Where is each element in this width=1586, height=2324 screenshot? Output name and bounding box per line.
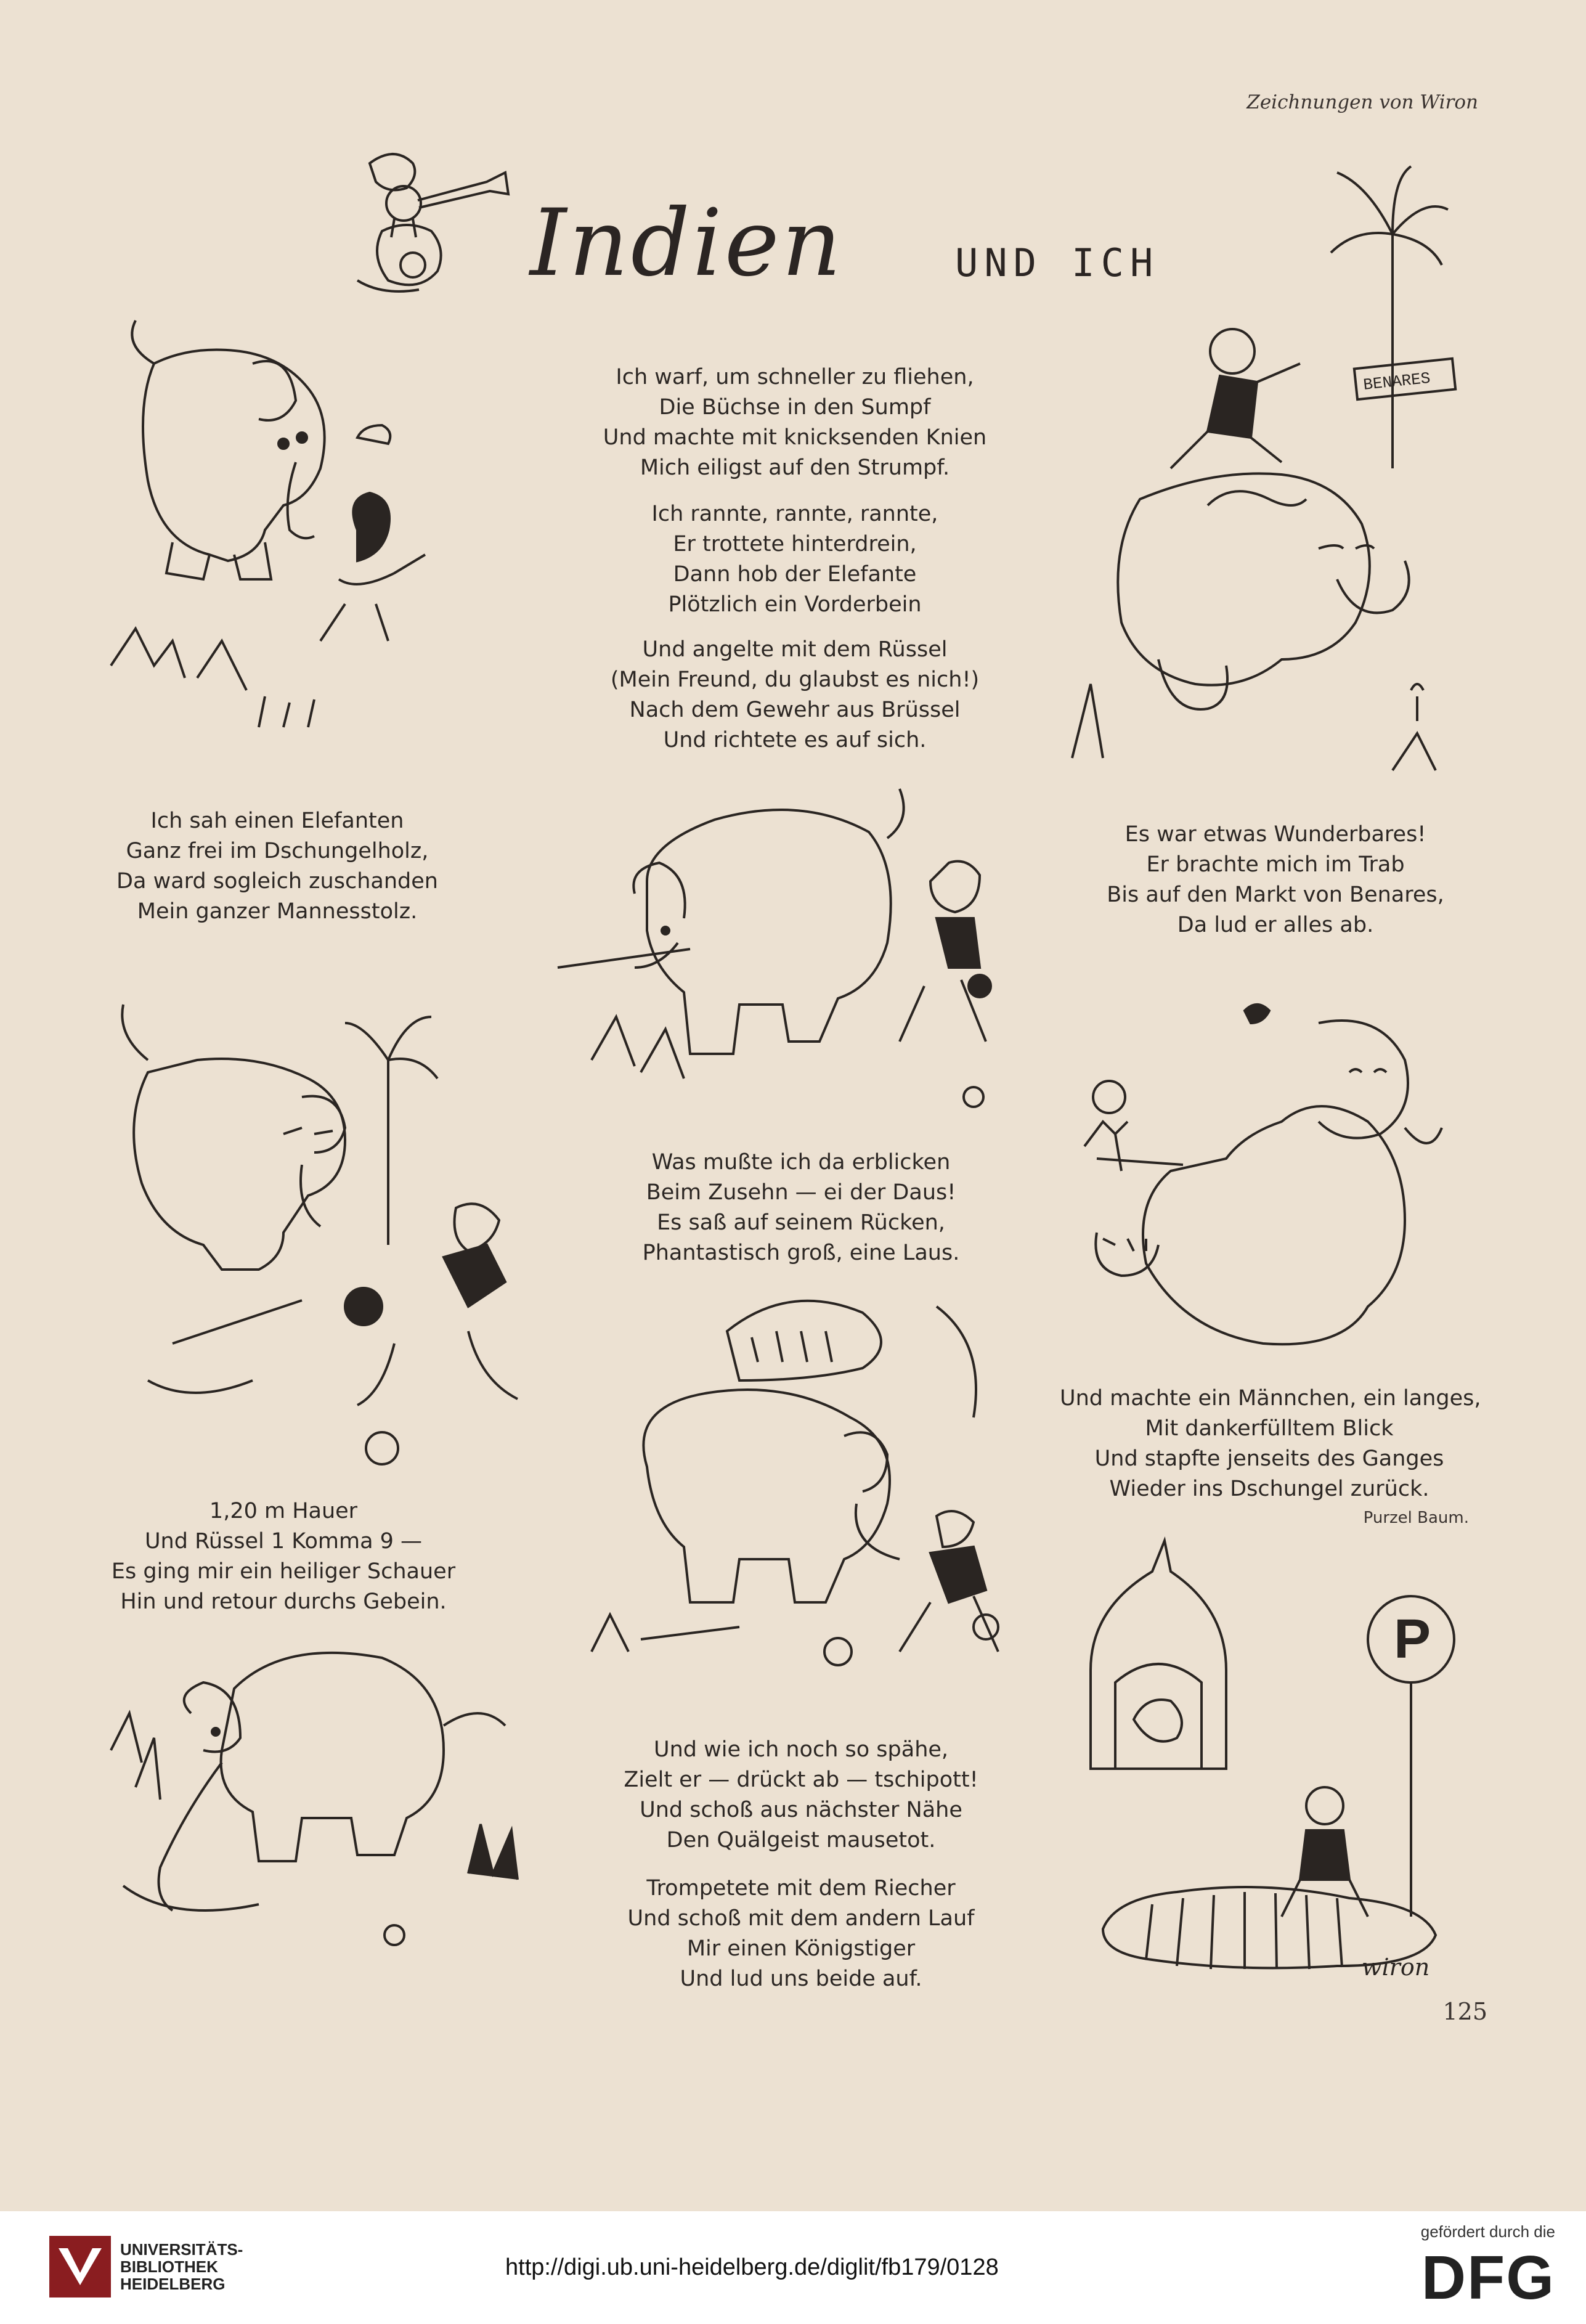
- library-name-line: UNIVERSITÄTS-: [120, 2240, 243, 2259]
- footer-bar: [0, 2211, 1586, 2324]
- library-name-line: HEIDELBERG: [120, 2275, 226, 2293]
- stanza-line: Trompetete mit dem Riecher: [646, 1876, 956, 1901]
- stanza-line: Und stapfte jenseits des Ganges: [1094, 1446, 1444, 1471]
- temple-parking-drawing: [1078, 1535, 1485, 1991]
- elephant-tiger-back-drawing: [555, 1282, 1035, 1701]
- stanza-line: Es ging mir ein heiliger Schauer: [111, 1559, 456, 1584]
- stanza-line: Was mußte ich da erblicken: [651, 1150, 951, 1175]
- stanza-line: Er trottete hinterdrein,: [673, 532, 917, 557]
- signature-text: wiron: [1362, 1954, 1430, 1981]
- stanza-line: Beim Zusehn — ei der Daus!: [646, 1180, 956, 1205]
- stanza-line: Wieder ins Dschungel zurück.: [1109, 1477, 1429, 1501]
- stanza-line: Zielt er — drückt ab — tschipott!: [624, 1767, 978, 1792]
- illustrator-credit: Zeichnungen von Wiron: [1246, 91, 1478, 113]
- stanza-line: Er brachte mich im Trab: [1146, 852, 1405, 877]
- stanza-line: Phantastisch groß, eine Laus.: [642, 1241, 960, 1265]
- stanza-line: Ich warf, um schneller zu fliehen,: [616, 365, 974, 389]
- stanza-line: Mich eiligst auf den Strumpf.: [640, 455, 950, 480]
- stanza-line: Bis auf den Markt von Benares,: [1107, 883, 1444, 907]
- stanza-line: Und Rüssel 1 Komma 9 —: [144, 1529, 423, 1554]
- stanza-1: [542, 362, 1047, 483]
- stanza-6: [555, 1148, 1047, 1268]
- stanza-line: Und schoß mit dem andern Lauf: [627, 1906, 975, 1931]
- title-main: Indien: [530, 190, 844, 297]
- parking-sign-letter: P: [1394, 1608, 1431, 1670]
- stanza-line: Die Büchse in den Sumpf: [659, 395, 931, 420]
- stanza-line: Und schoß aus nächster Nähe: [640, 1798, 962, 1822]
- stanza-line: Und richtete es auf sich.: [663, 728, 927, 752]
- stanza-line: Den Quälgeist mausetot.: [666, 1828, 936, 1853]
- author-name: Purzel Baum.: [1363, 1509, 1469, 1527]
- stanza-line: Es war etwas Wunderbares!: [1124, 822, 1426, 847]
- rider-elephant-drawing: [1047, 314, 1466, 783]
- stanza-4: [92, 806, 462, 927]
- stanza-line: Mir einen Königstiger: [686, 1936, 916, 1961]
- stanza-5: [1097, 820, 1454, 940]
- stanza-line: Hin und retour durchs Gebein.: [120, 1589, 447, 1614]
- page-number: 125: [1442, 1998, 1487, 2025]
- library-name-line: BIBLIOTHEK: [120, 2257, 218, 2276]
- stanza-9: [555, 1735, 1047, 1856]
- elephant-rifle-drawing: [555, 783, 1023, 1128]
- library-name: [120, 2241, 243, 2293]
- stanza-line: Dann hob der Elefante: [673, 562, 917, 587]
- stanza-2: [542, 499, 1047, 620]
- stanza-line: Plötzlich ein Vorderbein: [668, 592, 922, 617]
- elephant-hunter-drawing: [99, 296, 542, 740]
- stanza-line: Da ward sogleich zuschanden: [116, 869, 438, 894]
- elephant-pond-drawing: [99, 1639, 542, 1984]
- dfg-logo: DFG: [1421, 2243, 1555, 2312]
- stanza-line: Und machte ein Männchen, ein langes,: [1060, 1386, 1481, 1411]
- stanza-line: (Mein Freund, du glaubst es nich!): [610, 667, 980, 692]
- title-sub: UND ICH: [955, 240, 1160, 285]
- stanza-line: 1,20 m Hauer: [209, 1499, 358, 1523]
- university-library-logo-icon: [49, 2236, 111, 2297]
- stanza-line: Und wie ich noch so spähe,: [653, 1737, 949, 1762]
- stanza-line: Und angelte mit dem Rüssel: [642, 637, 948, 662]
- stanza-line: Mein ganzer Mannesstolz.: [137, 899, 418, 924]
- stanza-line: Und lud uns beide auf.: [680, 1967, 922, 1991]
- poem-title: [530, 190, 1220, 314]
- stanza-7: [1060, 1384, 1479, 1504]
- benares-sign-text: BENARES: [1362, 369, 1431, 395]
- stanza-line: Da lud er alles ab.: [1177, 913, 1374, 937]
- stanza-line: Ganz frei im Dschungelholz,: [126, 839, 429, 863]
- stanza-line: Ich rannte, rannte, rannte,: [651, 502, 938, 526]
- stanza-line: Und machte mit knicksenden Knien: [603, 425, 987, 450]
- stanza-line: Ich sah einen Elefanten: [150, 809, 404, 833]
- funding-label: gefördert durch die: [1420, 2222, 1555, 2241]
- stanza-line: Mit dankerfülltem Blick: [1145, 1416, 1394, 1441]
- permalink[interactable]: http://digi.ub.uni-heidelberg.de/diglit/fb179/0128: [505, 2254, 999, 2280]
- trumpeter-drawing: [345, 139, 542, 299]
- stanza-line: Es saß auf seinem Rücken,: [657, 1210, 945, 1235]
- stanza-line: Nach dem Gewehr aus Brüssel: [629, 698, 961, 722]
- elephant-tiger-toss-drawing: [1060, 986, 1479, 1368]
- stanza-8: [92, 1496, 474, 1617]
- elephant-angry-drawing: [99, 998, 542, 1467]
- stanza-3: [542, 635, 1047, 756]
- stanza-10: [555, 1873, 1047, 1994]
